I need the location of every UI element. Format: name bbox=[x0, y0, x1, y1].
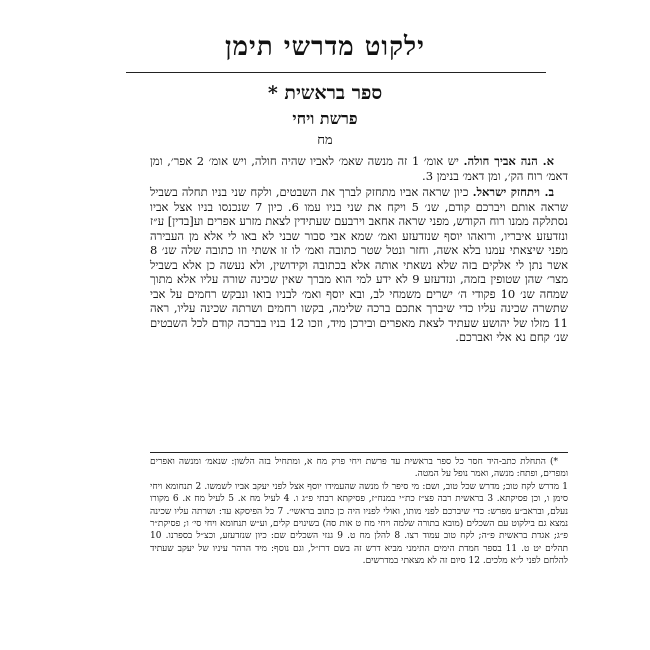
footnotes bbox=[150, 456, 568, 568]
footnote-list: 1 מדרש לקח טוב; מדרש שכל טוב, ושם: מי סיפר לו מנשה שהעמידו יוסף אצל לפני יעקב אביו לשמשו. 2 תנחומא ויחי סימן ו, וכן פסיקתא. 3 בראשית רבה פצ״ז כת״י במנח״ז, פסיקתא רבתי פ״ג ו. 4 לעיל מח א. 5 לעיל מח א. 6 מקורו נעלם, ובראב״ע מפרש: כדי שיברכם לפני מותו, ואולי לפניו היה כן כתוב בראשי׳. 7 כל הפיסקא עד: ושרתה עליו שכינה נמצא גם בילקוט עם השכלים (מובא בתורה שלמה ויחי מח ט אות סה) בשינוים קלים, וע״ש תנחומא ויחי סי׳ ו; פסיקת״ר פ״ג; אגדת בראשית פ״ה; לקח טוב עמוד רצו. 8 להלן מח ט. 9 גנזי השכלים שם: כיון שנזדעזע, וכצ״ל בספרנו. 10 תהלים יט ט. 11 בספר חמדת הימים התימני מביא דרש זה בשם דרז״ל, וגם נוסף: מיד הרהר עיניו של יעקב שעתיד להלחם לפני ל״א מלכים. 12 סיום זה לא מצאתי במדרשים. bbox=[150, 481, 568, 567]
page-title: ילקוט מדרשי תימן bbox=[225, 32, 425, 62]
footnote-divider bbox=[150, 452, 568, 453]
paragraph-2 bbox=[150, 185, 568, 345]
main-text bbox=[150, 154, 568, 345]
paragraph-1 bbox=[150, 154, 568, 183]
paragraph-1-text: יש אומ׳ 1 זה מנשה שאמ׳ לאביו שהיה חולה, ויש אומ׳ 2 אפר׳, ומן דאמ׳ רוח הק׳, ומן דאמ׳ בנימן 3. bbox=[150, 154, 568, 183]
paragraph-2-text: כיון שראה אביו מתחזק לברך את השבטים, ולקח שני בניו תחלה בשביל שראה אותם ויברכם קודם, שנ׳ 5 ויקח את שני בניו עמו 6. כיון 7 שנכנסו בניו אצל אביו נסתלקה ממנו רוח הקודש, מפני שראה אחאב וירבעם שעתידין לצאת מזרע אפרים וע[בדין] ע״ז ונזדעזע איבריו, ורואהו יוסף שנזדעזע ואמ׳ שמא אבי סבור שבני לא באו לי אלא מן העבירה מפני שיצאתי עמנו בלא אשה, וחזר ונטל שטר כתובה ואמ׳ לו זו אשתי וזו כתובה שלה שנ׳ 8 אשר נתן לי אלקים בזה שלא נשאתי אותה אלא בכתובה וקידושין, ולא נעשה כן אלא בשביל מצר׳ שהן שטופין בזמה, ונזדעזע 9 לא ידע למי הוא מברך שאין שכינה שורה עליו אלא מתוך שמחה שנ׳ 10 פקודי ה׳ ישרים משמחי לב, ובא יוסף ואמ׳ לבניו בואו ונבקש רחמים על אבי שתשרה שכינה עליו כדי שיברך אתכם ברכה שלימה, בקשו רחמים ושרתה שכינה עליו, ראה 11 מזלו של יהושע שעתיד לצאת מאפרים ובירכן מיד, וזכו 12 בניו בברכה קודם לכל השבטים שנ׳ קחם נא אלי ואברכם. bbox=[150, 185, 569, 344]
book-heading: ספר בראשית * bbox=[267, 82, 383, 104]
chapter-number: מח bbox=[317, 133, 333, 148]
paragraph-1-lead: א. הנה אביך חולה. bbox=[463, 154, 554, 168]
paragraph-2-lead: ב. ויתחזק ישראל. bbox=[472, 185, 555, 199]
parasha-heading: פרשת ויחי bbox=[292, 109, 358, 128]
footnote-intro: *) התחלת כתב-היד חסר כל ספר בראשית עד פרשת ויחי פרק מח א, ומתחיל בזה הלשון: שנאמ׳ ומנשה ואפרים ומפרים, ופתח: מנשה, ואמר נופל על המטה. bbox=[150, 457, 568, 480]
title-divider bbox=[126, 72, 546, 73]
